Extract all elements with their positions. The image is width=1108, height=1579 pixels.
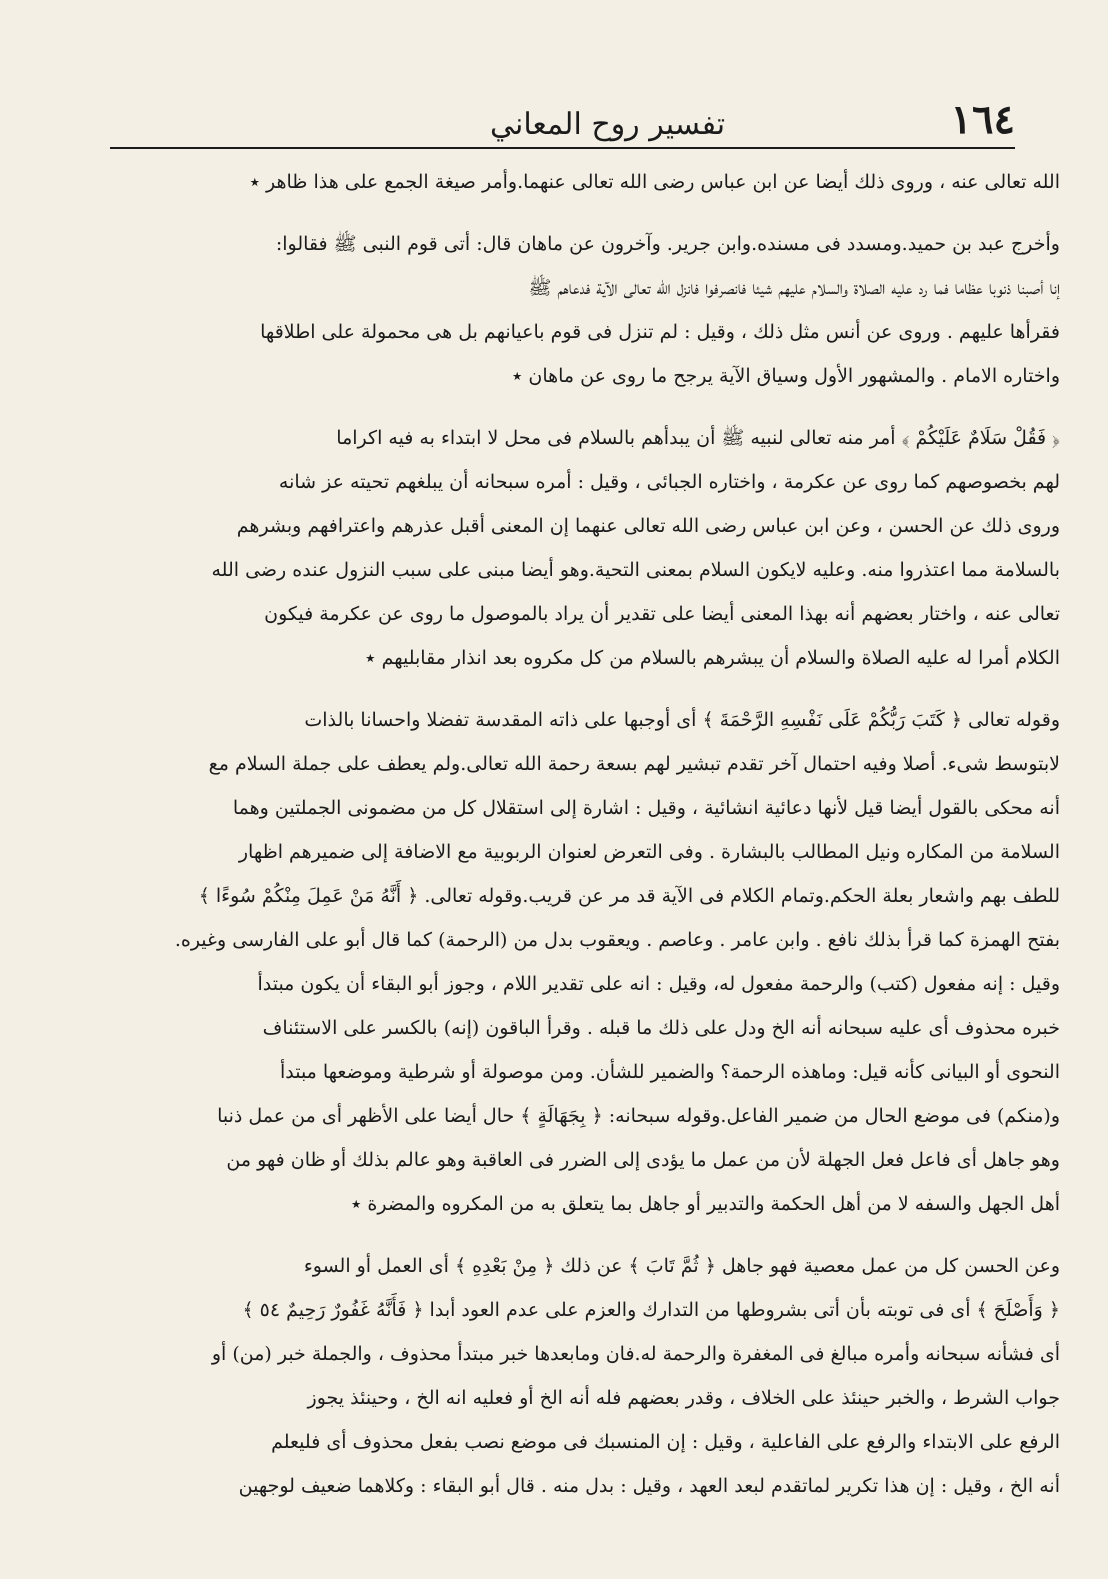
text-line: لابتوسط شىء. أصلا وفيه احتمال آخر تقدم تبشير لهم بسعة رحمة الله تعالى.ولم يعطف على جملة السلام مع xyxy=(208,753,1060,775)
page-header xyxy=(110,80,1015,143)
text-line: جواب الشرط ، والخبر حينئذ على الخلاف ، وقدر بعضهم فله أنه الخ أو فعليه انه الخ ، وحينئذ يجوز xyxy=(307,1387,1060,1409)
text-line: بالسلامة مما اعتذروا منه. وعليه لايكون السلام بمعنى التحية.وهو أيضا مبنى على سبب النزول عنده رضى الله xyxy=(211,559,1060,581)
text-line: واختاره الامام . والمشهور الأول وسياق الآية يرجح ما روى عن ماهان ٭ xyxy=(511,365,1060,387)
text-line: خبره محذوف أى عليه سبحانه أنه الخ ودل على ذلك ما قبله . وقرأ الباقون (إنه) بالكسر على الاستئناف xyxy=(262,1017,1060,1039)
paragraph xyxy=(50,1244,1060,1508)
text-line: أى فشأنه سبحانه وأمره مبالغ فى المغفرة والرحمة له.فان ومابعدها خبر مبتدأ محذوف ، والجملة خبر (من) أو xyxy=(211,1343,1060,1365)
paragraph xyxy=(50,222,1060,398)
text-line: أهل الجهل والسفه لا من أهل الحكمة والتدبير أو جاهل بما يتعلق به من المكروه والمضرة ٭ xyxy=(351,1193,1060,1215)
text-line: الكلام أمرا له عليه الصلاة والسلام أن يبشرهم بالسلام من كل مكروه بعد انذار مقابليهم ٭ xyxy=(365,647,1060,669)
text-line: أنه الخ ، وقيل : إن هذا تكرير لماتقدم لبعد العهد ، وقيل : بدل منه . قال أبو البقاء : وكلاهما ضعيف لوجهين xyxy=(238,1475,1060,1497)
page-number: ١٦٤ xyxy=(950,96,1015,143)
text-line: الرفع على الابتداء والرفع على الفاعلية ، وقيل : إن المنسبك فى موضع نصب بفعل محذوف أى فليعلم xyxy=(271,1431,1060,1453)
paragraph-gap xyxy=(50,1226,1060,1244)
paragraph-gap xyxy=(50,204,1060,222)
running-title: تفسير روح المعاني xyxy=(490,107,726,142)
text-line: وأخرج عبد بن حميد.ومسدد فى مسنده.وابن جرير. وآخرون عن ماهان قال: أتى قوم النبى ﷺ فقالوا: xyxy=(275,233,1060,255)
paragraph xyxy=(50,416,1060,680)
text-line: وهو جاهل أى فاعل فعل الجهلة لأن من عمل ما يؤدى إلى الضرر فى العاقبة وهو عالم بذلك أو ظان فهو من xyxy=(226,1149,1060,1171)
text-line: تعالى عنه ، واختار بعضهم أنه بهذا المعنى أيضا على تقدير أن يراد بالموصول ما روى عن عكرمة فيكون xyxy=(264,603,1060,625)
text-line: إنا أصبنا ذنوبا عظاما فما رد عليه الصلاة والسلام عليهم شيئا فانصرفوا فانزل الله تعالى الآية فدعاهم ﷺ xyxy=(528,277,1060,299)
paragraph xyxy=(50,698,1060,1226)
text-line: فقرأها عليهم . وروى عن أنس مثل ذلك ، وقيل : لم تنزل فى قوم باعيانهم بل هى محمولة على اطلاقها xyxy=(260,321,1060,343)
text-line: لهم بخصوصهم كما روى عن عكرمة ، واختاره الجبائى ، وقيل : أمره سبحانه أن يبلغهم تحيته عز شانه xyxy=(278,471,1060,493)
text-line: النحوى أو البيانى كأنه قيل: وماهذه الرحمة؟ والضمير للشأن. ومن موصولة أو شرطية وموضعها مبتدأ xyxy=(279,1061,1060,1083)
paragraph-gap xyxy=(50,398,1060,416)
header-rule xyxy=(110,147,1015,149)
text-line: الله تعالى عنه ، وروى ذلك أيضا عن ابن عباس رضى الله تعالى عنهما.وأمر صيغة الجمع على هذا ظاهر ٭ xyxy=(249,171,1060,193)
text-line: وقيل : إنه مفعول (كتب) والرحمة مفعول له، وقيل : انه على تقدير اللام ، وجوز أبو البقاء أن يكون مبتدأ xyxy=(257,973,1060,995)
text-line: ﴿ وَأَصْلَحَ ﴾ أى فى توبته بأن أتى بشروطها من التدارك والعزم على عدم العود أبدا ﴿ فَأَنَّهُ غَفُورٌ رَحِيمٌ ٥٤ ﴾ xyxy=(242,1299,1060,1321)
text-line: السلامة من المكاره ونيل المطالب بالبشارة . وفى التعرض لعنوان الربوبية مع الاضافة إلى ضميرهم اظهار xyxy=(238,841,1060,863)
text-line: و(منكم) فى موضع الحال من ضمير الفاعل.وقوله سبحانه: ﴿ بِجَهَالَةٍ ﴾ حال أيضا على الأظهر أى من عمل ذنبا xyxy=(217,1105,1060,1127)
text-line: وعن الحسن كل من عمل معصية فهو جاهل ﴿ ثُمَّ تَابَ ﴾ عن ذلك ﴿ مِنْ بَعْدِهِ ﴾ أى العمل أو السوء xyxy=(303,1255,1060,1277)
text-line: أنه محكى بالقول أيضا قيل لأنها دعائية انشائية ، وقيل : اشارة إلى استقلال كل من مضمونى الجملتين وهما xyxy=(232,797,1060,819)
page-body xyxy=(50,160,1060,1508)
text-line: بفتح الهمزة كما قرأ بذلك نافع . وابن عامر . وعاصم . ويعقوب بدل من (الرحمة) كما قال أبو على الفارسى وغيره. xyxy=(174,929,1060,951)
paragraph xyxy=(50,160,1060,204)
paragraph-gap xyxy=(50,680,1060,698)
text-line: للطف بهم واشعار بعلة الحكم.وتمام الكلام فى الآية قد مر عن قريب.وقوله تعالى. ﴿ أَنَّهُ مَنْ عَمِلَ مِنْكُمْ سُوءًا ﴾ xyxy=(198,885,1060,907)
text-line: وروى ذلك عن الحسن ، وعن ابن عباس رضى الله تعالى عنهما إن المعنى أقبل عذرهم واعترافهم وبشرهم xyxy=(236,515,1060,537)
text-line: ﴿ فَقُلْ سَلَامٌ عَلَيْكُمْ ﴾ أمر منه تعالى لنبيه ﷺ أن يبدأهم بالسلام فى محل لا ابتداء به فيه اكراما xyxy=(336,427,1060,449)
text-line: وقوله تعالى ﴿ كَتَبَ رَبُّكُمْ عَلَى نَفْسِهِ الرَّحْمَةَ ﴾ أى أوجبها على ذاته المقدسة تفضلا واحسانا بالذات xyxy=(304,709,1060,731)
